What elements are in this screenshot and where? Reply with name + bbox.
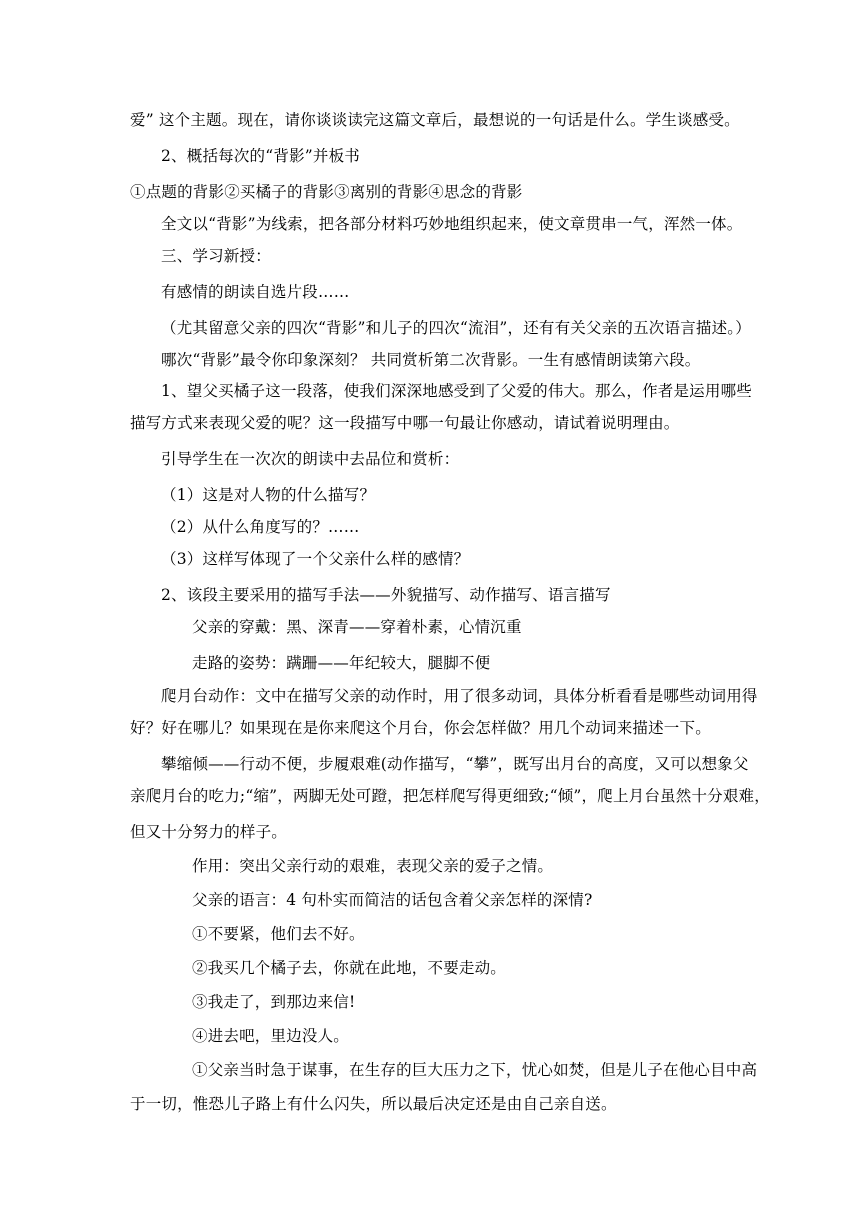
text-line: 好？好在哪儿？如果现在是你来爬这个月台，你会怎样做？用几个动词来描述一下。: [130, 719, 711, 737]
text-line: 三、学习新授：: [161, 247, 271, 265]
text-line: 走路的姿势：蹒跚——年纪较大，腿脚不便: [192, 654, 491, 672]
text-line: 1、望父买橘子这一段落，使我们深深地感受到了父爱的伟大。那么，作者是运用哪些: [161, 382, 752, 400]
text-line: （1）这是对人物的什么描写？: [161, 486, 376, 504]
text-line: 父亲的穿戴：黑、深青——穿着朴素，心情沉重: [192, 618, 522, 636]
text-line: 2、概括每次的“背影”并板书: [161, 147, 361, 165]
text-line: （2）从什么角度写的？……: [161, 518, 360, 536]
text-line: 全文以“背影”为线索，把各部分材料巧妙地组织起来，使文章贯串一气，浑然一体。: [161, 215, 743, 233]
text-line: ①点题的背影②买橘子的背影③离别的背影④思念的背影: [130, 183, 523, 201]
text-line: 引导学生在一次次的朗读中去品位和赏析：: [161, 450, 460, 468]
text-line: ③我走了，到那边来信!: [192, 993, 356, 1011]
text-line: 爱” 这个主题。现在，请你谈谈读完这篇文章后，最想说的一句话是什么。学生谈感受。: [130, 111, 740, 129]
text-line: ②我买几个橘子去，你就在此地，不要走动。: [192, 959, 507, 977]
text-line: （尤其留意父亲的四次“背影”和儿子的四次“流泪”，还有有关父亲的五次语言描述。）: [161, 319, 751, 337]
text-line: 父亲的语言：4 句朴实而简洁的话包含着父亲怎样的深情?: [192, 891, 593, 909]
text-line: 2、该段主要采用的描写手法——外貌描写、动作描写、语言描写: [161, 586, 611, 604]
text-line: 于一切，惟恐儿子路上有什么闪失，所以最后决定还是由自己亲自送。: [130, 1095, 617, 1113]
text-line: 但又十分努力的样子。: [130, 823, 288, 841]
text-line: ④进去吧，里边没人。: [192, 1027, 350, 1045]
text-line: 爬月台动作：文中在描写父亲的动作时，用了很多动词，具体分析看看是哪些动词用得: [161, 687, 758, 705]
text-line: 描写方式来表现父爱的呢？这一段描写中哪一句最让你感动，请试着说明理由。: [130, 414, 680, 432]
text-line: 攀缩倾——行动不便，步履艰难(动作描写，“攀”，既写出月台的高度，又可以想象父: [161, 755, 749, 773]
text-line: 作用：突出父亲行动的艰难，表现父亲的爱子之情。: [192, 857, 554, 875]
text-line: ①父亲当时急于谋事，在生存的巨大压力之下，忧心如焚，但是儿子在他心目中高: [192, 1061, 758, 1079]
text-line: 有感情的朗读自选片段……: [161, 283, 350, 301]
text-line: 亲爬月台的吃力;“缩”，两脚无处可蹬，把怎样爬写得更细致;“倾”，爬上月台虽然十分艰难，: [130, 787, 770, 805]
text-line: 哪次“背影”最令你印象深刻？ 共同赏析第二次背影。一生有感情朗读第六段。: [161, 351, 701, 369]
text-line: ①不要紧，他们去不好。: [192, 925, 365, 943]
text-line: （3）这样写体现了一个父亲什么样的感情？: [161, 550, 470, 568]
